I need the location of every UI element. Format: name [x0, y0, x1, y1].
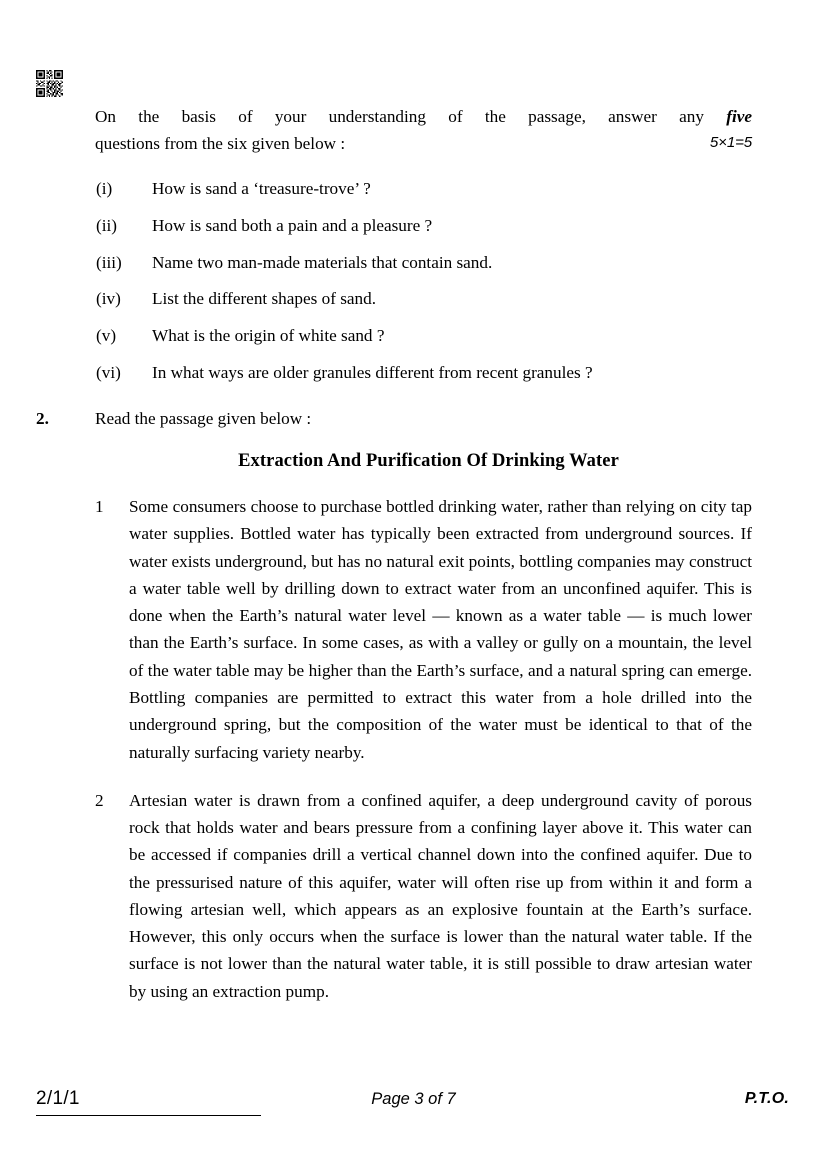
sub-question-text: Name two man-made materials that contain sand. — [152, 252, 493, 272]
sub-question-number: (i) — [96, 179, 113, 199]
instruction-text: On the basis of your understanding of the passage, answer any — [95, 107, 704, 126]
main-question-2 — [36, 409, 752, 429]
instruction-line-2 — [95, 131, 752, 158]
main-question-instruction: Read the passage given below : — [95, 409, 312, 429]
marks-allocation: 5×1=5 — [709, 133, 752, 151]
sub-question-number: (v) — [96, 326, 117, 346]
instruction-text-2: questions from the six given below : — [95, 133, 346, 153]
paragraph-number: 1 — [95, 497, 104, 517]
page-number-label: Page 3 of 7 — [371, 1090, 456, 1108]
sub-question-text: List the different shapes of sand. — [152, 289, 377, 309]
sub-question-number: (iv) — [96, 289, 121, 309]
main-question-number: 2. — [36, 409, 49, 429]
instruction-line-1 — [95, 104, 752, 131]
list-item — [96, 177, 752, 200]
sub-question-text: In what ways are older granules different from recent granules ? — [152, 362, 593, 382]
sub-question-list — [96, 177, 752, 384]
passage-paragraph — [36, 787, 752, 1005]
page-footer — [0, 1088, 827, 1122]
passage-title: Extraction And Purification Of Drinking Water — [238, 451, 619, 472]
instruction-emphasis: five — [726, 107, 752, 126]
sub-question-number: (vi) — [96, 362, 121, 382]
instruction-block — [95, 104, 752, 157]
list-item — [96, 214, 752, 237]
page-content — [0, 104, 827, 1005]
list-item — [96, 251, 752, 274]
sub-question-text: How is sand both a pain and a pleasure ? — [152, 216, 433, 236]
paragraph-number: 2 — [95, 790, 104, 810]
paragraph-text: Some consumers choose to purchase bottled drinking water, rather than relying on city tap water supplies. Bottled water has typically been extracted from underground sources. If water exists underground, but has no natural exit points, bottling companies may construct a water table well by drilling down to extract water from an unconfined aquifer. This is done when the Earth’s natural water level — known as a water table — is much lower than the Earth’s surface. In some cases, as with a valley or gully on a mountain, the level of the water table may be higher than the Earth’s surface, and a natural spring can emerge. Bottling companies are permitted to extract this water from a hole drilled into the underground spring, but the composition of the water must be identical to that of the naturally surfacing variety nearby. — [129, 497, 752, 762]
passage-paragraph — [36, 493, 752, 766]
sub-question-number: (iii) — [96, 252, 122, 272]
sub-question-text: How is sand a ‘treasure-trove’ ? — [152, 179, 371, 199]
paper-code: 2/1/1 — [36, 1088, 80, 1109]
qr-code-svg — [36, 70, 63, 97]
footer-divider — [36, 1115, 261, 1116]
list-item — [96, 287, 752, 310]
list-item — [96, 324, 752, 347]
list-item — [96, 361, 752, 384]
sub-question-text: What is the origin of white sand ? — [152, 326, 385, 346]
pto-label: P.T.O. — [744, 1090, 789, 1107]
paragraph-text: Artesian water is drawn from a confined aquifer, a deep underground cavity of porous rock that holds water and bears pressure from a confining layer above it. This water can be accessed if companies drill a vertical channel down into the confined aquifer. Due to the pressurised nature of this aquifer, water will often rise up from within it and form a flowing artesian well, which appears as an explosive fountain at the Earth’s surface. However, this only occurs when the surface is lower than the natural water table. If the surface is not lower than the natural water table, it is still possible to draw artesian water by using an extraction pump. — [129, 790, 752, 1001]
qr-code-icon — [36, 70, 63, 97]
sub-question-number: (ii) — [96, 216, 117, 236]
